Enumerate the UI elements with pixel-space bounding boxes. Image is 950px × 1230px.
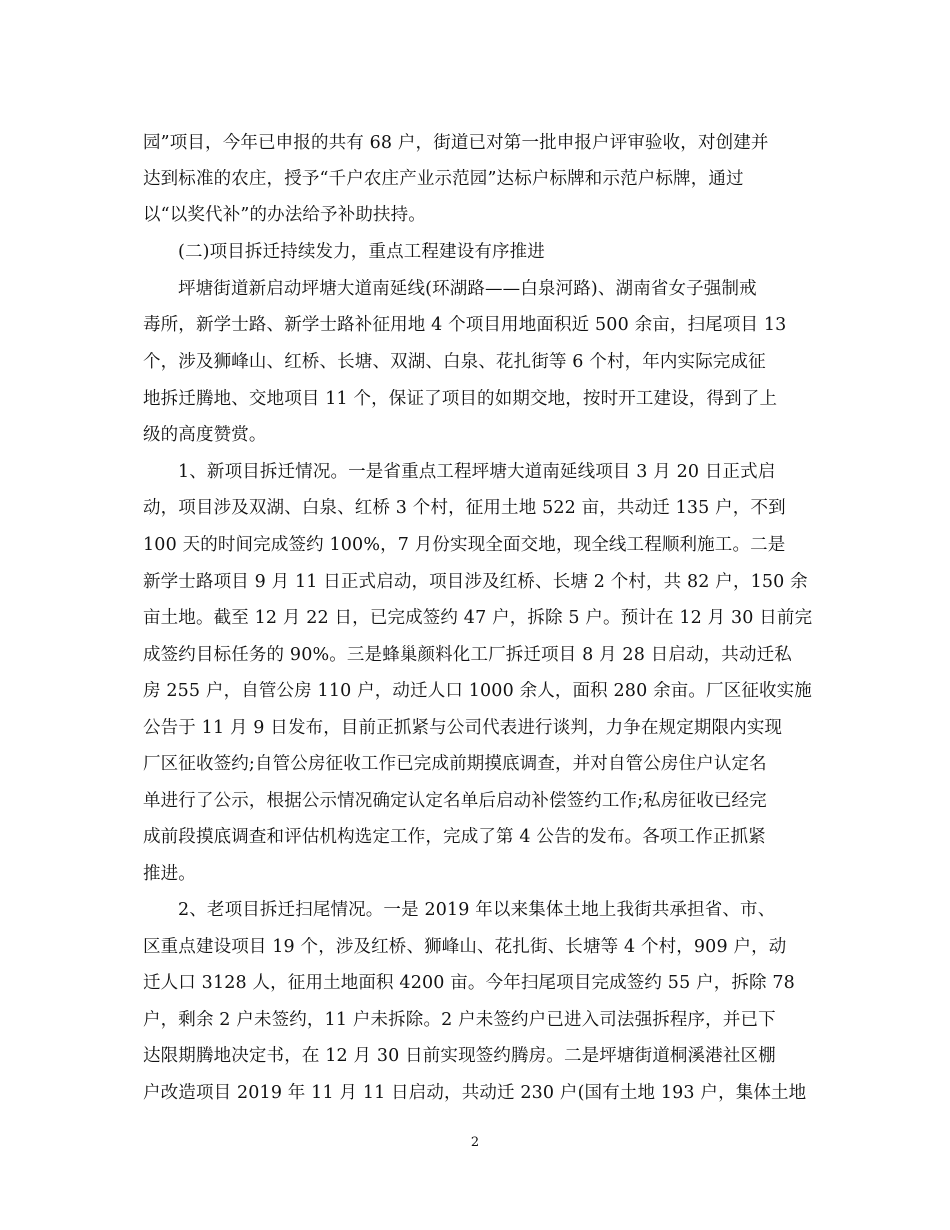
- text-line: 毒所，新学士路、新学士路补征用地 4 个项目用地面积近 500 余亩，扫尾项目 13: [143, 315, 787, 335]
- text-line: 新学士路项目 9 月 11 日正式启动，项目涉及红桥、长塘 2 个村，共 82 户，150 余: [143, 572, 808, 592]
- section-heading: (二)项目拆迁持续发力，重点工程建设有序推进: [178, 242, 545, 262]
- text-line: 个，涉及狮峰山、红桥、长塘、双湖、白泉、花扎街等 6 个村，年内实际完成征: [143, 352, 766, 372]
- text-line: 2、老项目拆迁扫尾情况。一是 2019 年以来集体土地上我街共承担省、市、: [178, 900, 776, 920]
- text-line: 户，剩余 2 户未签约，11 户未拆除。2 户未签约户已进入司法强拆程序，并已下: [143, 1010, 776, 1030]
- text-line: 达到标准的农庄，授予“千户农庄产业示范园”达标户标牌和示范户标牌，通过: [143, 169, 744, 189]
- text-line: 亩土地。截至 12 月 22 日，已完成签约 47 户，拆除 5 户。预计在 12 月 30 日前完: [143, 608, 813, 628]
- text-line: 成签约目标任务的 90%。三是蜂巢颜料化工厂拆迁项目 8 月 28 日启动，共动迁私: [143, 645, 792, 665]
- text-line: 房 255 户，自管公房 110 户，动迁人口 1000 余人，面积 280 余亩。厂区征收实施: [143, 681, 812, 701]
- text-line: 区重点建设项目 19 个，涉及红桥、狮峰山、花扎街、长塘等 4 个村，909 户，动: [143, 937, 787, 957]
- text-line: 户改造项目 2019 年 11 月 11 日启动，共动迁 230 户(国有土地 193 户，集体土地: [143, 1083, 807, 1103]
- text-line: 公告于 11 月 9 日发布，目前正抓紧与公司代表进行谈判，力争在规定期限内实现: [143, 718, 783, 738]
- text-line: 厂区征收签约;自管公房征收工作已完成前期摸底调查，并对自管公房住户认定名: [143, 754, 767, 774]
- text-line: 级的高度赞赏。: [143, 425, 267, 445]
- text-line: 单进行了公示，根据公示情况确定认定名单后启动补偿签约工作;私房征收已经完: [143, 791, 767, 811]
- text-line: 地拆迁腾地、交地项目 11 个，保证了项目的如期交地，按时开工建设，得到了上: [143, 389, 778, 409]
- text-line: 推进。: [143, 864, 196, 884]
- text-line: 以“以奖代补”的办法给予补助扶持。: [143, 205, 426, 225]
- page-number: 2: [470, 1135, 480, 1150]
- text-line: 100 天的时间完成签约 100%，7 月份实现全面交地，现全线工程顺利施工。二是: [143, 535, 786, 555]
- text-line: 1、新项目拆迁情况。一是省重点工程坪塘大道南延线项目 3 月 20 日正式启: [178, 462, 776, 482]
- text-line: 园”项目，今年已申报的共有 68 户，街道已对第一批申报户评审验收，对创建并: [143, 133, 769, 153]
- text-line: 动，项目涉及双湖、白泉、红桥 3 个村，征用土地 522 亩，共动迁 135 户，不到: [143, 498, 786, 518]
- text-line: 成前段摸底调查和评估机构选定工作，完成了第 4 公告的发布。各项工作正抓紧: [143, 827, 766, 847]
- text-line: 达限期腾地决定书，在 12 月 30 日前实现签约腾房。二是坪塘街道桐溪港社区棚: [143, 1046, 776, 1066]
- text-line: 坪塘街道新启动坪塘大道南延线(环湖路——白泉河路)、湖南省女子强制戒: [178, 279, 757, 299]
- text-line: 迁人口 3128 人，征用土地面积 4200 亩。今年扫尾项目完成签约 55 户，拆除 78: [143, 973, 795, 993]
